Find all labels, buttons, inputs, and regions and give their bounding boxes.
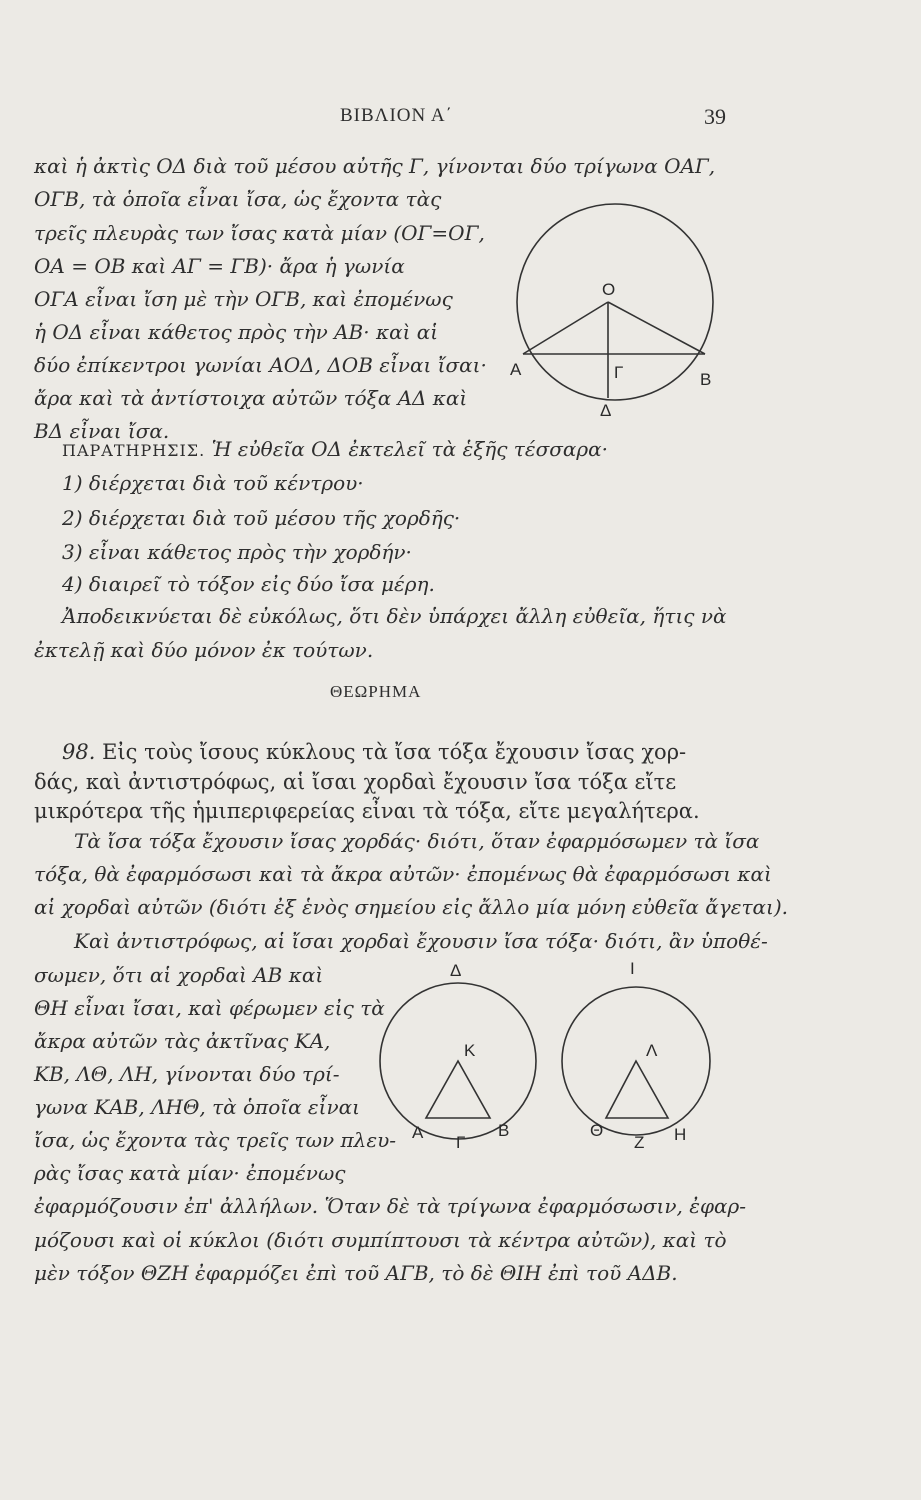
- theorem-heading: ΘΕΩΡΗΜΑ: [330, 682, 422, 701]
- theorem-statement-line: δάς, καὶ ἀντιστρόφως, αἱ ἴσαι χορδαὶ ἔχουσιν ἴσα τόξα εἴτε: [34, 770, 677, 794]
- proof-line: ἄκρα αὐτῶν τὰς ἀκτῖνας ΚΑ,: [34, 1029, 331, 1053]
- text-line: ΟΓΑ εἶναι ἴση μὲ τὴν ΟΓΒ, καὶ ἐπομένως: [34, 287, 453, 311]
- text-line: ΟΑ = ΟΒ καὶ ΑΓ = ΓΒ)· ἄρα ἡ γωνία: [34, 254, 405, 278]
- proof-line: γωνα ΚΑΒ, ΛΗΘ, τὰ ὁποῖα εἶναι: [34, 1095, 361, 1119]
- remark-item: 2) διέρχεται διὰ τοῦ μέσου τῆς χορδῆς·: [62, 506, 461, 530]
- proof-line: ΘΗ εἶναι ἴσαι, καὶ φέρωμεν εἰς τὰ: [34, 996, 385, 1020]
- circle-chord-figure: [490, 192, 750, 422]
- text-line: ΟΓΒ, τὰ ὁποῖα εἶναι ἴσα, ὡς ἔχοντα τὰς: [34, 187, 442, 211]
- proof-line: ἐφαρμόζουσιν ἐπ' ἀλλήλων. Ὅταν δὲ τὰ τρίγωνα ἐφαρμόσωσιν, ἐφαρ-: [34, 1194, 747, 1218]
- label-delta: Δ: [600, 401, 612, 420]
- label-h: H: [674, 1125, 687, 1144]
- theorem-statement-line: [62, 738, 686, 766]
- proof-line: ρὰς ἴσας κατὰ μίαν· ἐπομένως: [34, 1161, 346, 1185]
- label-a-left: A: [412, 1123, 424, 1142]
- label-lambda: Λ: [646, 1041, 658, 1060]
- proof-line: μὲν τόξον ΘΖΗ ἐφαρμόζει ἐπὶ τοῦ ΑΓΒ, τὸ δὲ ΘΙΗ ἐπὶ τοῦ ΑΔΒ.: [34, 1261, 678, 1285]
- running-header-title: ΒΙΒΛΙΟΝ Α΄: [340, 105, 453, 126]
- proof-line: αἱ χορδαὶ αὐτῶν (διότι ἐξ ἑνὸς σημείου εἰς ἄλλο μία μόνη εὐθεῖα ἄγεται).: [34, 895, 789, 919]
- proof-line: τόξα, θὰ ἐφαρμόσωσι καὶ τὰ ἄκρα αὐτῶν· ἐπομένως θὰ ἐφαρμόσωσι καὶ: [34, 862, 772, 886]
- remark-conclusion-line: Ἀποδεικνύεται δὲ εὐκόλως, ὅτι δὲν ὑπάρχει ἄλλη εὐθεῖα, ἥτις νὰ: [62, 604, 727, 628]
- proof-line: σωμεν, ὅτι αἱ χορδαὶ ΑΒ καὶ: [34, 963, 324, 987]
- label-delta-top: Δ: [450, 961, 462, 980]
- label-k: K: [464, 1041, 476, 1060]
- label-theta: Θ: [590, 1121, 604, 1140]
- proof-line: ΚΒ, ΛΘ, ΛΗ, γίνονται δύο τρί-: [34, 1062, 340, 1086]
- theorem-number: 98.: [62, 740, 96, 764]
- label-o: O: [602, 280, 616, 299]
- label-b-left: B: [498, 1121, 510, 1140]
- text-line: ἡ ΟΔ εἶναι κάθετος πρὸς τὴν ΑΒ· καὶ αἱ: [34, 320, 439, 344]
- label-z: Z: [634, 1133, 645, 1152]
- theorem-statement-line: μικρότερα τῆς ἡμιπεριφερείας εἶναι τὰ τόξα, εἴτε μεγαλήτερα.: [34, 799, 700, 823]
- remark-item: 3) εἶναι κάθετος πρὸς τὴν χορδήν·: [62, 540, 412, 564]
- proof-line: ἴσα, ὡς ἔχοντα τὰς τρεῖς των πλευ-: [34, 1128, 397, 1152]
- label-a: A: [510, 360, 522, 379]
- text-line: τρεῖς πλευρὰς των ἴσας κατὰ μίαν (ΟΓ=ΟΓ,: [34, 221, 485, 245]
- radius-oa: [523, 302, 608, 354]
- label-gamma-bottom: Γ: [456, 1133, 466, 1152]
- label-i: I: [630, 959, 635, 978]
- equal-circles-figure: [372, 958, 732, 1158]
- text-line: ΒΔ εἶναι ἴσα.: [34, 419, 170, 443]
- triangle-lth: [606, 1061, 668, 1118]
- label-gamma: Γ: [614, 363, 624, 382]
- remark-conclusion-line: ἐκτελῇ καὶ δύο μόνον ἐκ τούτων.: [34, 638, 374, 662]
- remark-intro: Ἡ εὐθεῖα ΟΔ ἐκτελεῖ τὰ ἑξῆς τέσσαρα·: [211, 437, 609, 461]
- proof-line: Τὰ ἴσα τόξα ἔχουσιν ἴσας χορδάς· διότι, ὅταν ἐφαρμόσωμεν τὰ ἴσα: [74, 829, 760, 853]
- text-line: ἄρα καὶ τὰ ἀντίστοιχα αὐτῶν τόξα ΑΔ καὶ: [34, 386, 468, 410]
- remark-item: 4) διαιρεῖ τὸ τόξον εἰς δύο ἴσα μέρη.: [62, 572, 435, 596]
- label-b: B: [700, 370, 712, 389]
- radius-ob: [608, 302, 705, 354]
- theorem-statement-text: Εἰς τοὺς ἴσους κύκλους τὰ ἴσα τόξα ἔχουσιν ἴσας χορ-: [102, 740, 687, 764]
- page-number: 39: [704, 104, 726, 129]
- triangle-kab: [426, 1061, 490, 1118]
- proof-line: μόζουσι καὶ οἱ κύκλοι (διότι συμπίπτουσι τὰ κέντρα αὐτῶν), καὶ τὸ: [34, 1228, 727, 1252]
- text-line: δύο ἐπίκεντροι γωνίαι ΑΟΔ, ΔΟΒ εἶναι ἴσαι·: [34, 353, 487, 377]
- remark-label: ΠΑΡΑΤΗΡΗΣΙΣ.: [62, 441, 206, 460]
- remark-line: [62, 436, 608, 464]
- remark-item: 1) διέρχεται διὰ τοῦ κέντρου·: [62, 471, 364, 495]
- text-line: καὶ ἡ ἀκτὶς ΟΔ διὰ τοῦ μέσου αὐτῆς Γ, γίνονται δύο τρίγωνα ΟΑΓ,: [34, 154, 716, 178]
- proof-line: Καὶ ἀντιστρόφως, αἱ ἴσαι χορδαὶ ἔχουσιν ἴσα τόξα· διότι, ἂν ὑποθέ-: [74, 929, 768, 953]
